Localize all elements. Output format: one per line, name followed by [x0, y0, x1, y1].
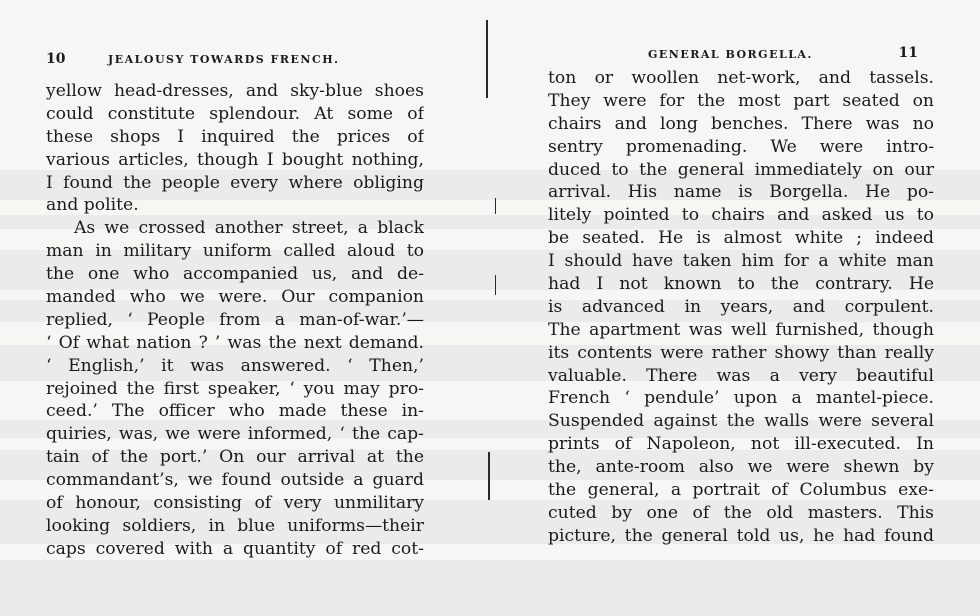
page-number: 10	[46, 51, 66, 67]
text-line: caps covered with a quantity of red cot-	[46, 538, 424, 559]
text-line: sentry promenading. We were intro-	[548, 136, 934, 157]
text-line: replied, ‘ People from a man-of-war.’—	[46, 309, 424, 330]
text-line: litely pointed to chairs and asked us to	[548, 205, 934, 226]
running-head-title: GENERAL BORGELLA.	[648, 48, 813, 61]
right-page	[548, 40, 934, 548]
right-body-text	[548, 67, 934, 548]
text-line: ton or woollen net-work, and tassels.	[548, 68, 934, 88]
text-line: its contents were rather showy than really	[548, 342, 934, 363]
text-line: rejoined the first speaker, ‘ you may pro-	[46, 378, 424, 399]
text-line: Suspended against the walls were several	[548, 411, 934, 432]
text-line: I found the people every where obliging	[46, 172, 424, 193]
text-line: I should have taken him for a white man	[548, 251, 934, 272]
text-line: arrival. His name is Borgella. He po-	[548, 182, 934, 203]
text-line: various articles, though I bought nothing,	[46, 149, 424, 170]
text-line: commandant’s, we found outside a guard	[46, 470, 424, 491]
text-line: of honour, consisting of very unmilitary	[46, 493, 424, 514]
text-line: As we crossed another street, a black	[74, 218, 424, 239]
gutter-line	[486, 20, 488, 98]
left-running-head	[46, 40, 424, 70]
text-line: quiries, was, we were informed, ‘ the cap-	[46, 424, 424, 445]
left-body-text	[46, 80, 424, 561]
text-line: the general, a portrait of Columbus exe-	[548, 480, 934, 501]
text-line: be seated. He is almost white ; indeed	[548, 228, 934, 249]
gutter-line	[495, 275, 496, 295]
text-line: They were for the most part seated on	[548, 90, 934, 111]
left-page	[46, 40, 424, 561]
gutter-line	[488, 452, 490, 500]
text-line: tain of the port.’ On our arrival at the	[46, 447, 424, 468]
text-line: prints of Napoleon, not ill-executed. In	[548, 434, 934, 455]
text-line: the one who accompanied us, and de-	[46, 264, 424, 285]
text-line: could constitute splendour. At some of	[46, 103, 424, 124]
running-head-title: JEALOUSY TOWARDS FRENCH.	[108, 53, 340, 66]
text-line: and polite.	[46, 195, 139, 216]
text-line: these shops I inquired the prices of	[46, 126, 424, 147]
text-line: French ‘ pendule’ upon a mantel-piece.	[548, 388, 934, 409]
text-line: yellow head-dresses, and sky-blue shoes	[46, 81, 424, 101]
text-line: looking soldiers, in blue uniforms—their	[46, 515, 424, 536]
gutter-line	[495, 198, 496, 214]
text-line: valuable. There was a very beautiful	[548, 365, 934, 386]
text-line: duced to the general immediately on our	[548, 159, 934, 180]
text-line: The apartment was well furnished, though	[548, 319, 934, 340]
text-line: chairs and long benches. There was no	[548, 113, 934, 134]
right-running-head	[548, 40, 934, 70]
text-line: man in military uniform called aloud to	[46, 241, 424, 262]
text-line: ceed.’ The officer who made these in-	[46, 401, 424, 422]
text-line: cuted by one of the old masters. This	[548, 502, 934, 523]
page-number: 11	[898, 45, 918, 61]
text-line: ‘ English,’ it was answered. ‘ Then,’	[46, 355, 424, 376]
text-line: had I not known to the contrary. He	[548, 274, 934, 295]
text-line: is advanced in years, and corpulent.	[548, 296, 934, 317]
text-line: picture, the general told us, he had found	[548, 525, 934, 546]
text-line: manded who we were. Our companion	[46, 287, 424, 308]
text-line: ‘ Of what nation ? ’ was the next demand.	[46, 332, 424, 353]
text-line: the, ante-room also we were shewn by	[548, 457, 934, 478]
